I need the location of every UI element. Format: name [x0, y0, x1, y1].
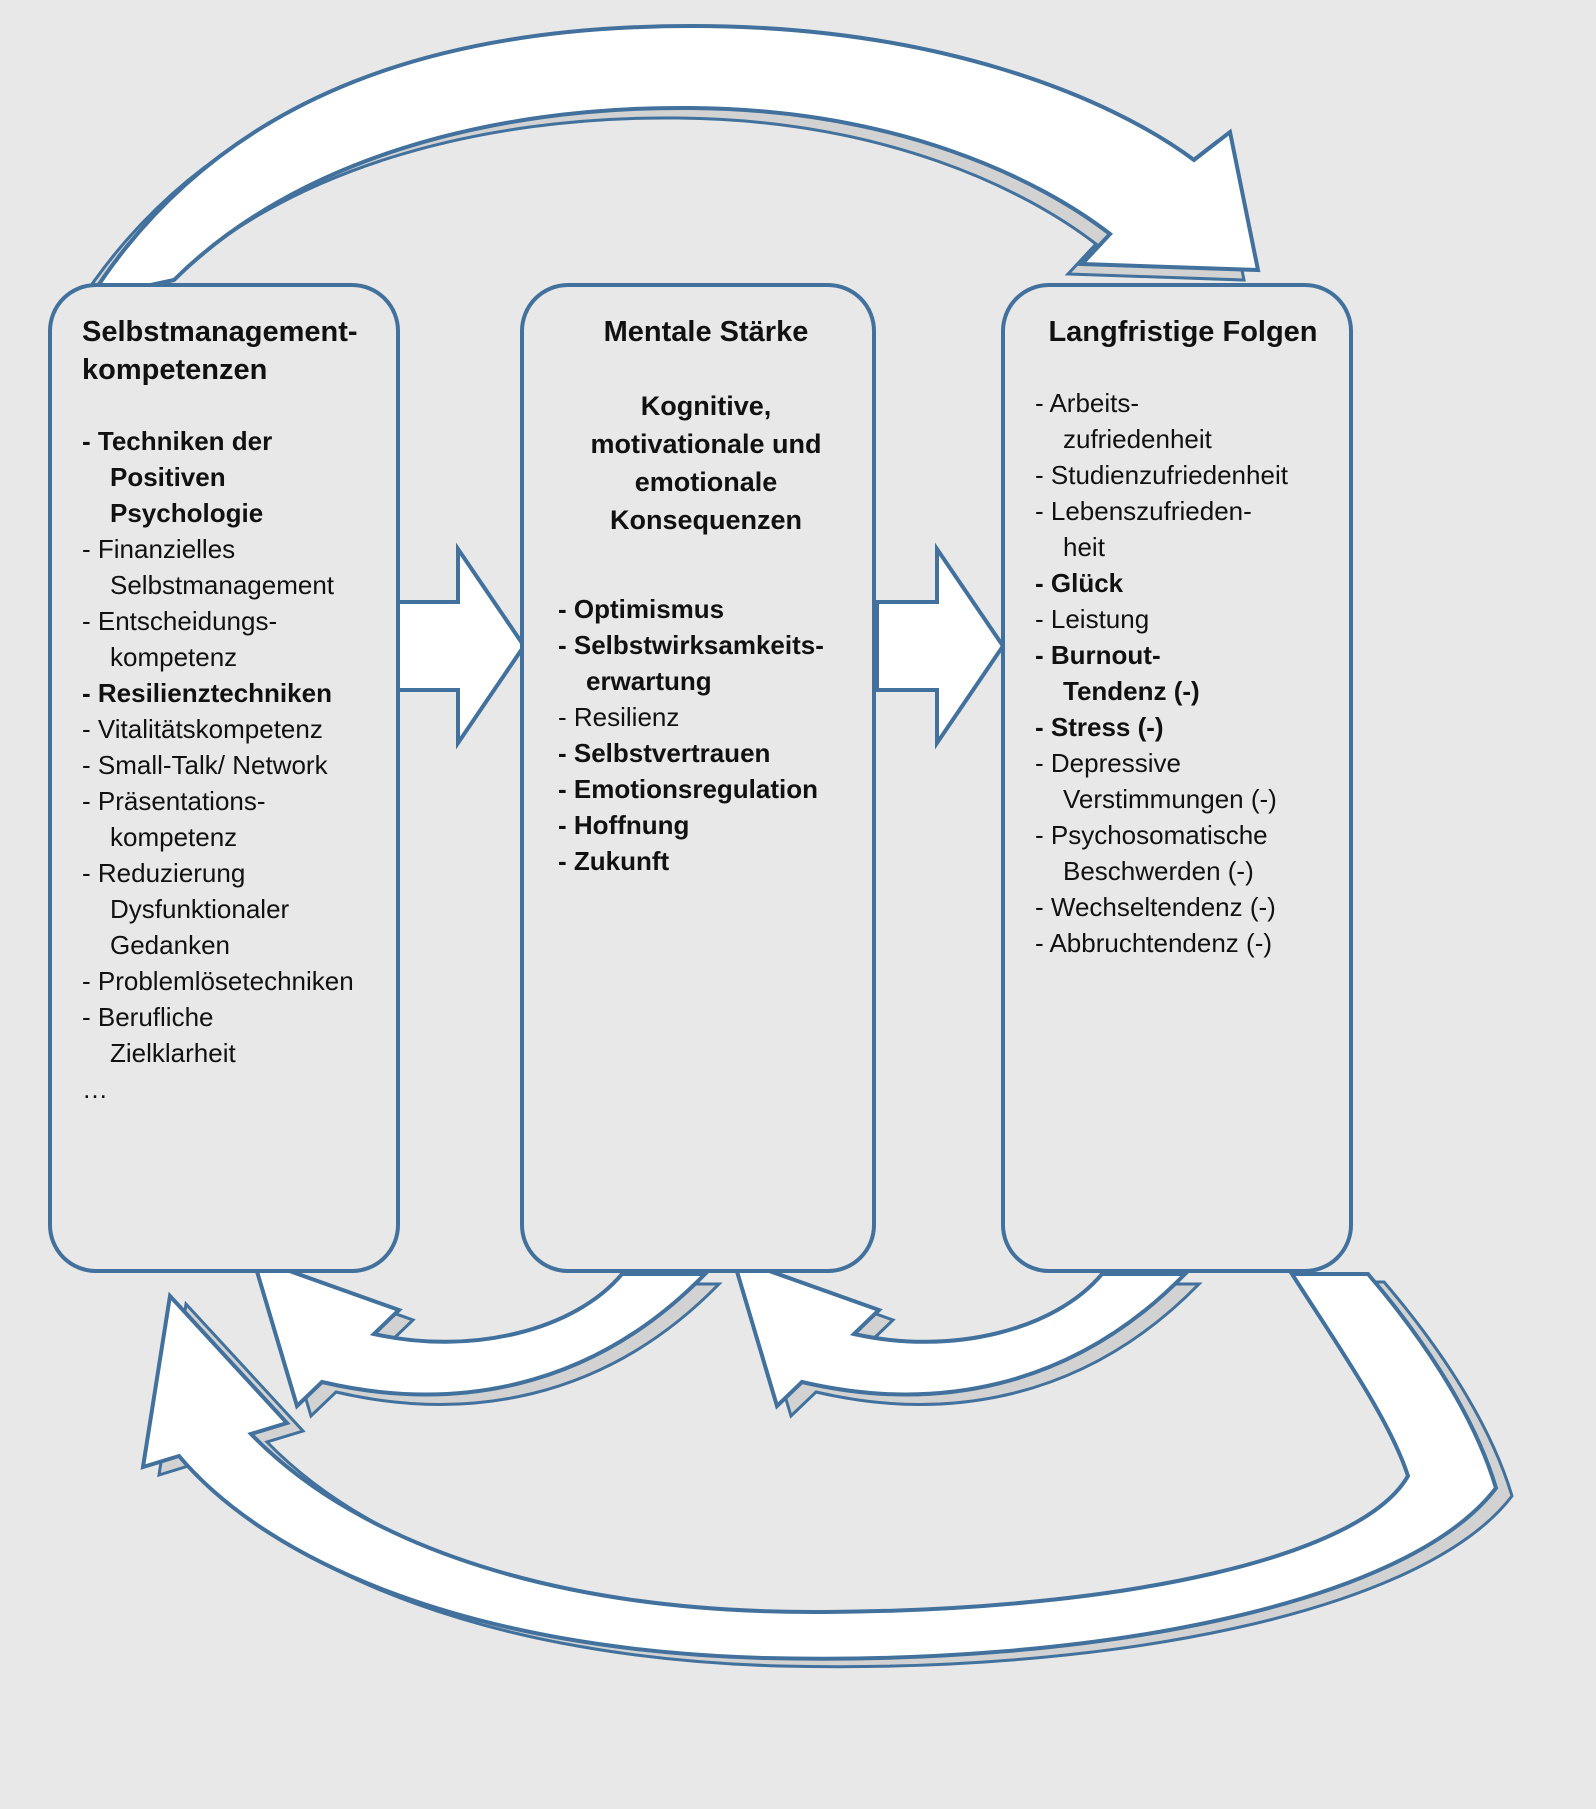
list-item: - Abbruchtendenz (-)	[1035, 928, 1273, 958]
list-item: - Leistung	[1035, 604, 1150, 634]
list-item: - Wechseltendenz (-)	[1035, 892, 1276, 922]
list-item: - Präsentations- kompetenz	[82, 786, 266, 852]
list-item: - Selbstwirksamkeits- erwartung	[558, 630, 824, 696]
list-item: - Depressive Verstimmungen (-)	[1035, 748, 1277, 814]
list-item: - Hoffnung	[558, 810, 690, 840]
list-item: - Resilienz	[558, 702, 680, 732]
list-item: - Techniken der Positiven Psychologie	[82, 426, 273, 528]
box-selbstmanagementkompetenzen	[48, 283, 400, 1273]
list-item: - Glück	[1035, 568, 1124, 598]
list-item: - Problemlösetechniken	[82, 966, 354, 996]
list-item: - Zukunft	[558, 846, 670, 876]
box-title: Mentale Stärke	[603, 316, 809, 348]
list-item: - Lebenszufrieden- heit	[1035, 496, 1252, 562]
feedback-right-to-middle-arrow	[733, 1258, 1185, 1406]
item-list	[558, 591, 854, 879]
list-item: - Small-Talk/ Network	[82, 750, 328, 780]
box-subtitle: Kognitive, motivationale und emotionale Konsequenzen	[590, 391, 822, 535]
box-mentale-staerke	[520, 283, 876, 1273]
list-item: - Berufliche Zielklarheit	[82, 1002, 236, 1068]
list-item: - Studienzufriedenheit	[1035, 460, 1288, 490]
box-langfristige-folgen	[1001, 283, 1353, 1273]
item-list	[1035, 385, 1331, 961]
list-item: …	[82, 1074, 108, 1104]
list-item: - Selbstvertrauen	[558, 738, 771, 768]
list-item: - Entscheidungs- kompetenz	[82, 606, 278, 672]
list-item: - Vitalitätskompetenz	[82, 714, 323, 744]
list-item: - Emotionsregulation	[558, 774, 818, 804]
box-title: Langfristige Folgen	[1048, 316, 1318, 348]
list-item: - Arbeits- zufriedenheit	[1035, 388, 1212, 454]
feedback-middle-to-left-arrow	[253, 1258, 705, 1406]
list-item: - Reduzierung Dysfunktionaler Gedanken	[82, 858, 290, 960]
list-item: - Burnout- Tendenz (-)	[1035, 640, 1200, 706]
list-item: - Psychosomatische Beschwerden (-)	[1035, 820, 1268, 886]
box-title: Selbstmanagement- kompetenzen	[82, 316, 358, 386]
list-item: - Finanzielles Selbstmanagement	[82, 534, 335, 600]
list-item: - Resilienztechniken	[82, 678, 332, 708]
flow-arrow-left-to-middle	[398, 549, 524, 743]
list-item: - Optimismus	[558, 594, 725, 624]
item-list	[82, 423, 378, 1107]
list-item: - Stress (-)	[1035, 712, 1164, 742]
flow-arrow-middle-to-right	[877, 549, 1003, 743]
